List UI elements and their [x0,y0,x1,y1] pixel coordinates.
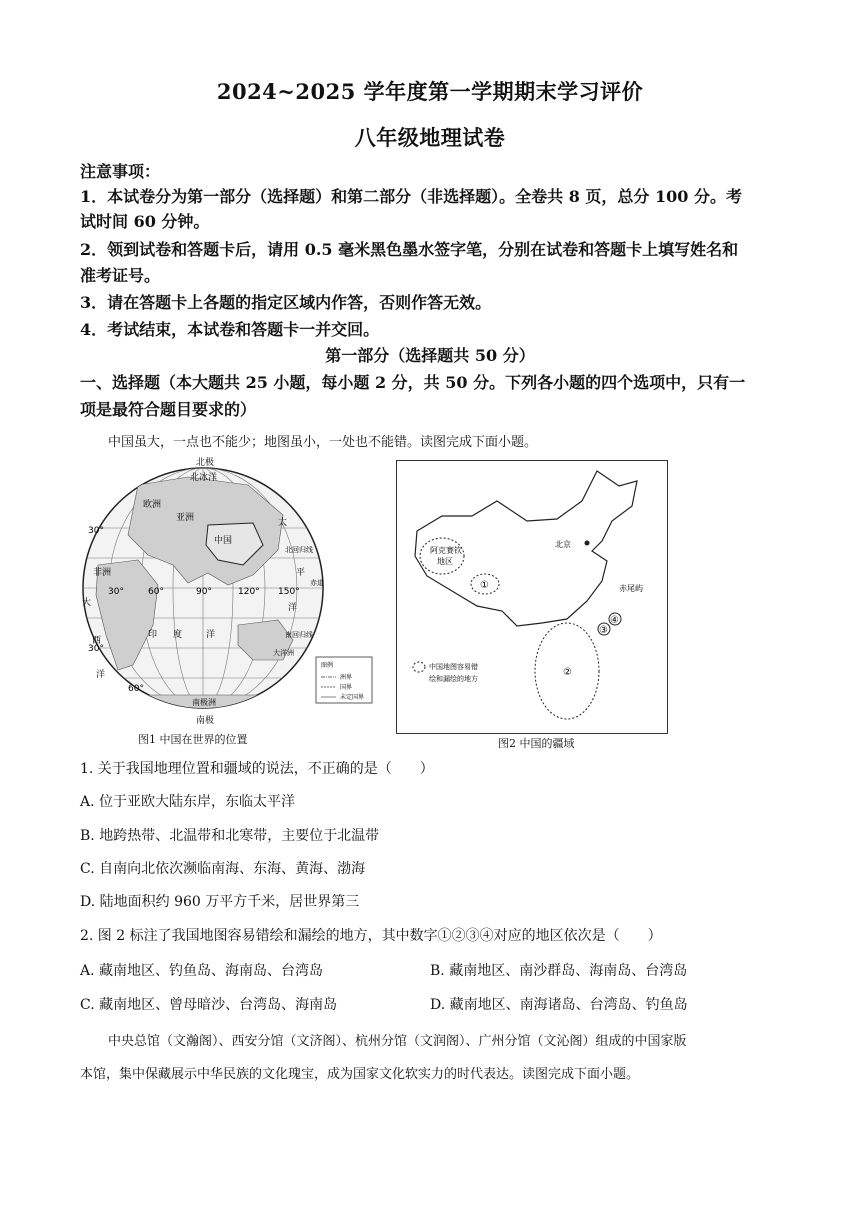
label-indian-1: 印 [148,630,158,640]
label-lat-30s: 30° [88,644,104,654]
label-number-4: ④ [610,615,619,626]
label-lon-30: 30° [108,587,124,597]
q1-option-c[interactable]: C. 自南向北依次濒临南海、东海、黄海、渤海 [80,861,366,877]
q1-option-b[interactable]: B. 地跨热带、北温带和北寒带，主要位于北温带 [80,828,380,844]
notice-heading: 注意事项： [80,162,161,181]
exam-title: 2024~2025 学年度第一学期期末学习评价 [216,79,644,104]
label-pacific-2: 平 [296,568,306,578]
legend-item-2: 国界 [340,684,353,691]
legend-title: 图例 [321,662,334,669]
label-tropic-capricorn: 南回归线 [285,631,313,639]
legend-text-1: 中国地图容易错 [429,663,478,671]
label-lon-90: 90° [196,587,212,597]
notice-item-3: 3．请在答题卡上各题的指定区域内作答，否则作答无效。 [80,293,492,312]
question-intro: 中国虽大，一点也不能少；地图虽小，一处也不能错。读图完成下面小题。 [108,435,538,450]
label-chiwei: 赤尾屿 [619,584,643,593]
notice-item-1-line-1: 1．本试卷分为第一部分（选择题）和第二部分（非选择题）。全卷共 8 页，总分 100 分。考 [80,187,742,206]
label-north-pole: 北极 [196,458,215,468]
label-atlantic-1: 大 [82,598,92,608]
label-indian-2: 度 [173,630,183,640]
label-antarctica: 南极洲 [192,698,216,707]
q2-option-c[interactable]: C. 藏南地区、曾母暗沙、台湾岛、海南岛 [80,997,338,1013]
label-pacific-3: 洋 [288,603,298,613]
section-heading-line-1: 一、选择题（本大题共 25 小题，每小题 2 分，共 50 分。下列各小题的四个选项中，只有一 [80,373,746,392]
label-lat-30n: 30° [88,526,104,536]
q2-option-d[interactable]: D. 藏南地区、南海诸岛、台湾岛、钓鱼岛 [430,997,688,1013]
label-europe: 欧洲 [143,500,162,510]
label-atlantic-3: 洋 [96,670,106,680]
label-aksai-1: 阿克赛钦 [430,546,462,555]
label-lat-60s: 60° [128,684,144,694]
china-map [397,461,667,733]
legend-item-1: 洲界 [340,674,353,681]
label-equator: 赤道 [310,579,324,587]
label-asia: 亚洲 [176,513,195,523]
part1-heading: 第一部分（选择题共 50 分） [325,346,535,365]
q1-option-a[interactable]: A. 位于亚欧大陆东岸，东临太平洋 [80,794,296,810]
label-arctic-ocean: 北冰洋 [190,473,218,483]
label-pacific-1: 太 [278,518,288,528]
q1-option-d[interactable]: D. 陆地面积约 960 万平方千米，居世界第三 [80,894,360,910]
notice-item-2-line-1: 2．领到试卷和答题卡后，请用 0.5 毫米黑色墨水签字笔，分别在试卷和答题卡上填写姓名和 [80,240,739,259]
globe-map [78,455,384,745]
label-number-3: ③ [599,625,608,636]
label-africa: 非洲 [93,568,112,578]
label-oceania: 大洋洲 [273,649,294,657]
label-lon-150: 150° [278,587,300,597]
figure-1-caption: 图1 中国在世界的位置 [138,733,248,746]
q2-option-a[interactable]: A. 藏南地区、钓鱼岛、海南岛、台湾岛 [80,963,324,979]
label-tropic-cancer: 北回归线 [285,546,313,554]
label-indian-3: 洋 [206,630,216,640]
q2-option-b[interactable]: B. 藏南地区、南沙群岛、海南岛、台湾岛 [430,963,688,979]
section-heading-line-2: 项是最符合题目要求的） [80,400,257,419]
label-south-pole: 南极 [196,716,215,726]
legend-item-3: 未定国界 [340,694,365,701]
legend-circle [413,662,425,672]
label-aksai-2: 地区 [437,557,453,566]
notice-item-1-line-2: 试时间 60 分钟。 [80,212,210,231]
figure-1 [78,455,384,745]
label-atlantic-2: 西 [92,636,102,646]
notice-item-2-line-2: 准考证号。 [80,266,161,285]
label-number-1: ① [480,580,489,591]
passage-2-line-2: 本馆，集中保藏展示中华民族的文化瑰宝，成为国家文化软实力的时代表达。读图完成下面小题。 [80,1067,640,1082]
beijing-star [585,541,590,546]
notice-item-4: 4．考试结束，本试卷和答题卡一并交回。 [80,320,380,339]
exam-subtitle: 八年级地理试卷 [354,125,506,150]
passage-2-line-1: 中央总馆（文瀚阁）、西安分馆（文济阁）、杭州分馆（文润阁）、广州分馆（文沁阁）组成的中国家版 [108,1034,687,1049]
legend-text-2: 绘和漏绘的地方 [429,675,478,683]
figure-2-caption: 图2 中国的疆域 [498,737,575,750]
label-china: 中国 [214,536,233,546]
label-lon-60: 60° [148,587,164,597]
q1-stem: 1. 关于我国地理位置和疆域的说法，不正确的是（ ） [80,761,434,777]
label-beijing: 北京 [555,540,571,549]
label-lon-120: 120° [238,587,260,597]
figure-2 [396,460,668,734]
q2-stem: 2. 图 2 标注了我国地图容易错绘和漏绘的地方，其中数字①②③④对应的地区依次是（ ） [80,928,662,944]
label-number-2: ② [563,667,572,678]
